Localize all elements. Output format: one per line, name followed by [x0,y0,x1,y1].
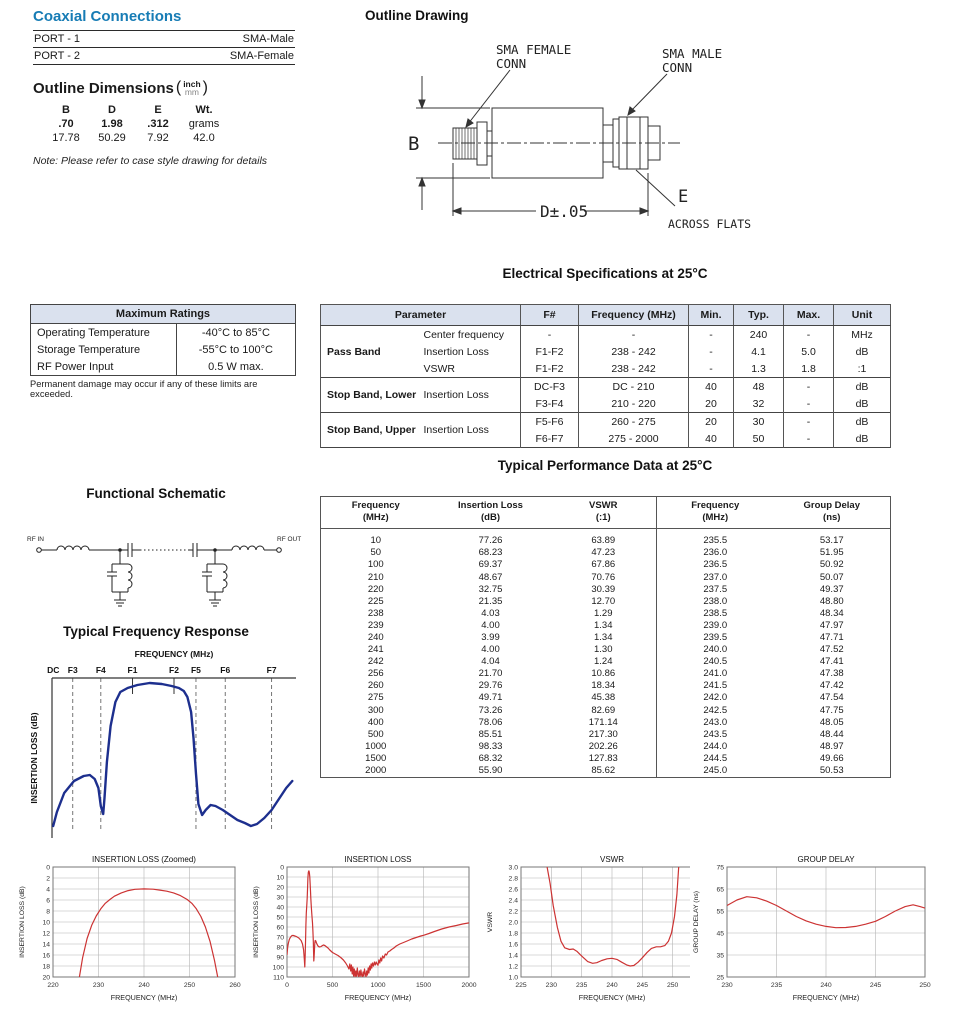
svg-text:65: 65 [716,886,724,894]
svg-text:35: 35 [716,952,724,960]
elec-header-cell: Unit [834,305,891,326]
outline-dimensions-title [33,79,295,97]
perf-data-row: 240 3.99 1.34 239.5 47.71 [367,632,844,643]
dims-header-row: B D E Wt. [62,104,213,116]
unit-fraction [183,80,200,97]
svg-text:1.2: 1.2 [508,963,518,971]
svg-text:80: 80 [276,944,284,952]
svg-text:30: 30 [276,894,284,902]
svg-text:500: 500 [326,982,339,989]
svg-text:0: 0 [285,982,289,989]
svg-text:90: 90 [276,954,284,962]
outline-drawing [380,30,800,245]
node-dot [213,548,217,552]
svg-text:245: 245 [636,982,649,989]
sma-male-label-2: CONN [662,60,693,75]
svg-text:2000: 2000 [461,982,477,989]
svg-text:18: 18 [42,963,50,971]
shunt-tank-2 [202,550,227,606]
elec-spec-row: Stop Band, Upper Insertion Loss F5-F6 260 - 275 20 30 - dB [321,413,891,431]
y-axis-label: INSERTION LOSS (dB) [19,886,26,958]
chart-title: INSERTION LOSS [344,855,412,864]
svg-text:250: 250 [666,982,679,989]
port-row: PORT - 1 SMA-Male [33,31,295,48]
maximum-ratings-section [30,304,296,399]
svg-text:40: 40 [276,904,284,912]
svg-text:20: 20 [42,974,50,982]
elec-spec-row: Insertion Loss F1-F2 238 - 242 - 4.1 5.0 dB [321,343,891,360]
perf-data-row: 220 32.75 30.39 237.5 49.37 [367,583,844,595]
svg-text:1.0: 1.0 [508,974,518,982]
svg-text:10: 10 [276,874,284,882]
svg-text:230: 230 [721,982,733,989]
perf-data-row: 500 85.51 217.30 243.5 48.44 [367,728,844,740]
perf-data-row: 1000 98.33 202.26 244.0 48.97 [365,740,844,752]
elec-header-cell: Frequency (MHz) [579,305,689,326]
svg-text:1500: 1500 [415,982,432,989]
elec-header-cell: Typ. [734,305,784,326]
marker-F5: F5 [190,665,201,675]
marker-F1: F1 [127,665,138,675]
sma-male-label-1: SMA MALE [662,46,723,61]
svg-text:60: 60 [276,924,284,932]
electrical-specs-title: Electrical Specifications at 25°C [502,266,708,281]
svg-text:2.6: 2.6 [508,886,518,894]
elec-spec-row: VSWR F1-F2 238 - 242 - 1.3 1.8 :1 [321,360,891,378]
chart-title: INSERTION LOSS (Zoomed) [92,855,196,864]
svg-text:240: 240 [606,982,618,989]
schematic-title: Functional Schematic [86,486,226,501]
chart-insertion-loss [250,854,478,1006]
electrical-specs-table [320,304,891,448]
dim-d-label: D±.05 [540,202,589,221]
svg-text:245: 245 [869,982,882,989]
dims-inch-row: .70 1.98 .312 grams [58,118,220,130]
perf-header-row [321,497,891,529]
perf-header-cell: Group Delay (ns) [774,497,891,529]
maximum-ratings-table [30,304,296,376]
node-dot [118,548,122,552]
svg-text:0: 0 [46,864,50,872]
svg-text:1.8: 1.8 [508,930,518,938]
outline-dimensions-table [43,103,227,145]
maximum-ratings-title: Maximum Ratings [31,305,296,324]
perf-data-row: 275 49.71 45.38 242.0 47.54 [367,692,844,704]
marker-F6: F6 [220,665,231,675]
sma-female-label-2: CONN [496,56,527,71]
svg-text:235: 235 [575,982,588,989]
outline-dimensions-title-text: Outline Dimensions [33,79,174,97]
response-curve [53,683,292,826]
outline-drawing-title: Outline Drawing [365,8,469,23]
x-axis-label: FREQUENCY (MHz) [110,993,178,1002]
perf-data-row: 225 21.35 12.70 238.0 48.80 [367,595,844,607]
elec-spec-row: F3-F4 210 - 220 20 32 - dB [321,395,891,413]
max-rating-row: Storage Temperature -55°C to 100°C [31,341,296,358]
sma-female-label-1: SMA FEMALE [496,42,572,57]
performance-title: Typical Performance Data at 25°C [497,458,713,473]
svg-text:0: 0 [280,864,284,872]
dimension-lines [416,70,675,216]
rf-out-label: RF OUT [277,536,302,543]
elec-header-cell: F# [521,305,579,326]
outline-dims-note: Note: Please refer to case style drawing for details [33,155,268,167]
marker-DC: DC [47,665,60,675]
svg-text:20: 20 [276,884,284,892]
sketch-x-label: FREQUENCY (MHz) [134,649,214,659]
series-inductor [57,546,89,550]
svg-text:2: 2 [46,875,50,883]
perf-header-cell: Frequency (MHz) [657,497,774,529]
chart-vswr [484,854,712,1006]
paren-open: ( [175,79,182,96]
y-axis-label: GROUP DELAY (ns) [693,891,700,953]
dims-mm-row: 17.78 50.29 7.92 42.0 [52,132,215,144]
perf-header-cell: Insertion Loss (dB) [431,497,551,529]
shunt-tank-1 [107,550,132,606]
svg-text:250: 250 [183,982,196,989]
perf-data-row: 1500 68.32 127.83 244.5 49.66 [365,752,844,764]
svg-text:10: 10 [42,919,50,927]
marker-F3: F3 [67,665,78,675]
perf-data-row: 260 29.76 18.34 241.5 47.42 [367,680,844,692]
elec-header-cell: Max. [784,305,834,326]
perf-data-row: 2000 55.90 85.62 245.0 50.53 [365,765,844,777]
max-rating-row: Operating Temperature -40°C to 85°C [31,324,296,342]
svg-text:1.4: 1.4 [508,952,518,960]
elec-header-row [321,305,891,326]
svg-text:8: 8 [46,908,50,916]
y-axis-label: INSERTION LOSS (dB) [253,886,260,958]
max-rating-row: RF Power Input 0.5 W max. [31,358,296,376]
svg-text:2.0: 2.0 [508,919,518,927]
elec-spec-row: Pass Band Center frequency - - - 240 - MHz [321,326,891,344]
perf-data-row: 210 48.67 70.76 237.0 50.07 [367,571,844,583]
svg-text:75: 75 [716,864,724,872]
perf-data-row: 100 69.37 67.86 236.5 50.92 [367,559,844,571]
x-axis-label: FREQUENCY (MHz) [578,993,646,1002]
coaxial-connections-table [33,30,295,65]
perf-data-row: 50 68.23 47.23 236.0 51.95 [370,547,844,559]
elec-header-cell: Parameter [321,305,521,326]
perf-header-cell: VSWR (:1) [551,497,657,529]
chart-insertion-loss-zoomed [16,854,244,1006]
svg-text:70: 70 [276,934,284,942]
y-axis-label: VSWR [487,911,494,933]
dim-e-label: E [678,187,689,207]
svg-text:4: 4 [46,886,50,894]
svg-text:2.2: 2.2 [508,908,518,916]
chart-group-delay [690,854,934,1006]
svg-text:100: 100 [272,964,284,972]
svg-text:1000: 1000 [370,982,386,989]
svg-text:25: 25 [716,974,724,982]
perf-data-row: 400 78.06 171.14 243.0 48.05 [367,716,844,728]
unit-inch: inch [183,78,201,89]
svg-text:2.8: 2.8 [508,875,518,883]
sketch-y-label: INSERTION LOSS (dB) [29,712,39,804]
coaxial-connections-section [33,8,295,167]
rf-in-label: RF IN [27,536,44,543]
perf-data-row: 238 4.03 1.29 238.5 48.34 [367,607,844,619]
paren-close: ) [202,79,208,96]
series-vswr [547,867,679,966]
svg-text:225: 225 [515,982,527,989]
perf-data-row: 300 73.26 82.69 242.5 47.75 [367,704,844,716]
perf-header-cell: Frequency (MHz) [321,497,431,529]
svg-text:14: 14 [42,941,50,949]
perf-data-row: 256 21.70 10.86 241.0 47.38 [367,668,844,680]
svg-text:55: 55 [716,908,724,916]
functional-schematic [25,510,310,615]
perf-data-row: 239 4.00 1.34 239.0 47.97 [367,619,844,631]
svg-text:3.0: 3.0 [508,864,518,872]
perf-data-row: 10 77.26 63.89 235.5 53.17 [370,535,844,547]
elec-spec-row: F6-F7 275 - 2000 40 50 - dB [321,430,891,448]
chart-title: GROUP DELAY [797,855,855,864]
chart-title: VSWR [600,855,624,864]
port-row: PORT - 2 SMA-Female [33,48,295,65]
perf-data-row: 241 4.00 1.30 240.0 47.52 [367,644,844,656]
rf-in-terminal [37,548,42,553]
x-axis-label: FREQUENCY (MHz) [792,993,860,1002]
performance-table [320,496,891,778]
rf-out-terminal [277,548,282,553]
perf-data-row: 242 4.04 1.24 240.5 47.41 [367,656,844,668]
svg-text:230: 230 [92,982,105,989]
elec-header-cell: Min. [689,305,734,326]
svg-text:2.4: 2.4 [508,897,518,905]
maximum-ratings-note: Permanent damage may occur if any of these limits are exceeded. [30,379,258,399]
elec-spec-row: Stop Band, Lower Insertion Loss DC-F3 DC - 210 40 48 - dB [321,378,891,396]
svg-text:230: 230 [545,982,558,989]
svg-text:250: 250 [919,982,931,989]
svg-text:240: 240 [820,982,832,989]
svg-text:235: 235 [770,982,783,989]
svg-text:50: 50 [276,914,284,922]
marker-F4: F4 [95,665,106,675]
svg-text:16: 16 [42,952,50,960]
svg-text:45: 45 [716,930,724,938]
coaxial-connections-title: Coaxial Connections [33,8,182,25]
svg-text:240: 240 [138,982,150,989]
marker-F2: F2 [169,665,179,675]
x-axis-label: FREQUENCY (MHz) [344,993,412,1002]
svg-text:110: 110 [273,974,284,982]
svg-text:1.6: 1.6 [508,941,518,949]
series-inductor [232,546,264,550]
svg-text:260: 260 [229,982,241,989]
svg-text:6: 6 [46,897,50,905]
dim-b-label: B [408,133,420,155]
frequency-response-sketch [28,646,300,846]
freq-response-title: Typical Frequency Response [63,624,249,639]
marker-F7: F7 [266,665,277,675]
svg-text:220: 220 [47,982,59,989]
unit-mm: mm [184,87,200,97]
svg-text:12: 12 [42,930,50,938]
across-flats-label: ACROSS FLATS [668,217,752,231]
knurl-hatch [456,128,474,159]
